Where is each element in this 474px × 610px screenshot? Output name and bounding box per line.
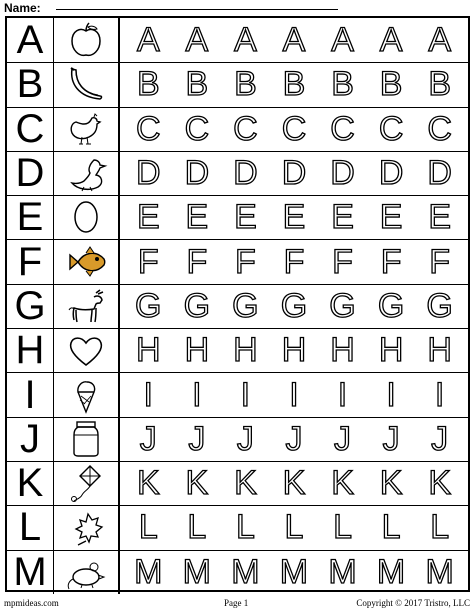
traceable-letter[interactable]: F — [283, 242, 305, 281]
picture-cell — [54, 62, 120, 106]
letter-row-k — [7, 461, 468, 506]
traceable-letter[interactable]: G — [232, 286, 259, 325]
mouse-icon — [64, 553, 108, 591]
traceable-letter[interactable]: K — [282, 464, 306, 503]
traceable-letter[interactable]: G — [135, 286, 162, 325]
model-letter: D — [7, 151, 54, 195]
traceable-letter[interactable]: A — [379, 21, 403, 60]
traceable-letter[interactable]: B — [185, 65, 209, 104]
letter-row-b — [7, 62, 468, 107]
traceable-letter[interactable]: M — [182, 552, 211, 591]
tracing-area — [120, 505, 468, 549]
goat-icon — [64, 287, 108, 325]
letter-row-g — [7, 284, 468, 329]
traceable-letter[interactable]: E — [136, 198, 160, 237]
footer-site: mpmideas.com — [4, 598, 59, 608]
traceable-letter[interactable]: F — [332, 242, 353, 281]
tracing-area — [120, 195, 468, 239]
traceable-letter[interactable]: K — [234, 464, 257, 503]
traceable-letter[interactable]: A — [136, 21, 160, 60]
apple-icon — [64, 21, 108, 59]
egg-icon — [64, 198, 108, 236]
traceable-letter[interactable]: A — [282, 21, 306, 60]
traceable-letter[interactable]: A — [185, 21, 209, 60]
traceable-letter[interactable]: D — [184, 154, 210, 193]
traceable-letter[interactable]: I — [434, 375, 445, 414]
traceable-letter[interactable]: C — [184, 109, 210, 148]
model-letter: L — [7, 505, 54, 549]
traceable-letter[interactable]: J — [431, 419, 449, 458]
traceable-letter[interactable]: A — [331, 21, 354, 60]
model-letter: K — [7, 461, 54, 505]
picture-cell — [54, 151, 120, 195]
tracing-area — [120, 18, 468, 62]
traceable-letter[interactable]: I — [192, 375, 202, 414]
traceable-letter[interactable]: H — [427, 331, 452, 370]
traceable-letter[interactable]: J — [236, 419, 254, 458]
model-letter: J — [7, 417, 54, 461]
footer-page-number: Page 1 — [224, 598, 249, 608]
traceable-letter[interactable]: D — [378, 154, 404, 193]
traceable-letter[interactable]: B — [136, 65, 160, 104]
traceable-letter[interactable]: K — [379, 464, 403, 503]
picture-cell — [54, 328, 120, 372]
traceable-letter[interactable]: K — [185, 464, 209, 503]
leaf-icon — [64, 508, 108, 546]
traceable-letter[interactable]: L — [381, 508, 401, 547]
page-footer — [0, 598, 474, 610]
traceable-letter[interactable]: F — [429, 242, 451, 281]
letter-row-a — [7, 18, 468, 63]
traceable-letter[interactable]: E — [234, 198, 257, 237]
letter-row-f — [7, 240, 468, 285]
tracing-area — [120, 284, 468, 328]
picture-cell — [54, 107, 120, 151]
traceable-letter[interactable]: G — [329, 286, 356, 325]
tracing-area — [120, 328, 468, 372]
heart-icon — [64, 331, 108, 369]
footer-copyright: Copyright © 2017 Tristro, LLC — [356, 598, 470, 608]
ice-cream-icon — [64, 376, 108, 414]
traceable-letter[interactable]: E — [331, 198, 354, 237]
traceable-letter[interactable]: J — [285, 419, 303, 458]
picture-cell — [54, 284, 120, 328]
picture-cell — [54, 240, 120, 284]
traceable-letter[interactable]: H — [281, 331, 307, 370]
traceable-letter[interactable]: L — [284, 508, 304, 547]
traceable-letter[interactable]: E — [185, 198, 209, 237]
traceable-letter[interactable]: B — [379, 65, 403, 104]
name-field-row — [4, 0, 474, 14]
traceable-letter[interactable]: M — [425, 552, 454, 591]
traceable-letter[interactable]: C — [330, 109, 355, 148]
traceable-letter[interactable]: E — [428, 198, 451, 237]
traceable-letter[interactable]: H — [136, 331, 161, 370]
traceable-letter[interactable]: D — [233, 154, 258, 193]
tracing-grid — [5, 16, 470, 592]
traceable-letter[interactable]: C — [136, 109, 161, 148]
model-letter: M — [7, 550, 54, 594]
tracing-area — [120, 461, 468, 505]
model-letter: I — [7, 372, 54, 416]
kite-icon — [64, 464, 108, 502]
traceable-letter[interactable]: D — [136, 154, 161, 193]
traceable-letter[interactable]: B — [428, 65, 451, 104]
picture-cell — [54, 417, 120, 461]
picture-cell — [54, 195, 120, 239]
tracing-area — [120, 372, 468, 416]
traceable-letter[interactable]: L — [187, 508, 207, 547]
tracing-area — [120, 62, 468, 106]
traceable-letter[interactable]: E — [379, 198, 403, 237]
traceable-letter[interactable]: M — [376, 552, 406, 591]
picture-cell — [54, 550, 120, 594]
picture-cell — [54, 18, 120, 62]
letter-row-e — [7, 195, 468, 240]
traceable-letter[interactable]: B — [282, 65, 306, 104]
traceable-letter[interactable]: J — [139, 419, 157, 458]
traceable-letter[interactable]: C — [281, 109, 307, 148]
model-letter: H — [7, 328, 54, 372]
letter-row-i — [7, 372, 468, 417]
letter-row-c — [7, 107, 468, 152]
picture-cell — [54, 505, 120, 549]
traceable-letter[interactable]: H — [378, 331, 404, 370]
tracing-area — [120, 151, 468, 195]
tracing-area — [120, 107, 468, 151]
traceable-letter[interactable]: M — [328, 552, 357, 591]
model-letter: C — [7, 107, 54, 151]
banana-icon — [64, 65, 108, 103]
traceable-letter[interactable]: I — [240, 375, 251, 414]
traceable-letter[interactable]: A — [234, 21, 257, 60]
traceable-letter[interactable]: I — [143, 375, 153, 414]
jar-icon — [64, 420, 108, 458]
traceable-letter[interactable]: J — [382, 419, 400, 458]
traceable-letter[interactable]: D — [330, 154, 355, 193]
letter-row-l — [7, 505, 468, 550]
traceable-letter[interactable]: B — [234, 65, 257, 104]
traceable-letter[interactable]: K — [331, 464, 354, 503]
traceable-letter[interactable]: C — [233, 109, 258, 148]
letter-row-h — [7, 328, 468, 373]
traceable-letter[interactable]: F — [235, 242, 256, 281]
letter-row-m — [7, 550, 468, 594]
traceable-letter[interactable]: F — [137, 242, 159, 281]
tracing-area — [120, 240, 468, 284]
traceable-letter[interactable]: F — [380, 242, 402, 281]
traceable-letter[interactable]: M — [231, 552, 260, 591]
traceable-letter[interactable]: G — [183, 286, 211, 325]
traceable-letter[interactable]: A — [428, 21, 451, 60]
traceable-letter[interactable]: M — [134, 552, 163, 591]
traceable-letter[interactable]: H — [330, 331, 355, 370]
traceable-letter[interactable]: L — [333, 508, 352, 547]
traceable-letter[interactable]: H — [184, 331, 210, 370]
name-label: Name: — [4, 1, 41, 15]
traceable-letter[interactable]: J — [334, 419, 352, 458]
traceable-letter[interactable]: G — [377, 286, 405, 325]
traceable-letter[interactable]: K — [428, 464, 451, 503]
chicken-icon — [64, 110, 108, 148]
model-letter: F — [7, 240, 54, 284]
traceable-letter[interactable]: C — [378, 109, 404, 148]
duck-icon — [64, 154, 108, 192]
traceable-letter[interactable]: J — [188, 419, 206, 458]
model-letter: E — [7, 195, 54, 239]
picture-cell — [54, 461, 120, 505]
traceable-letter[interactable]: E — [282, 198, 306, 237]
traceable-letter[interactable]: D — [427, 154, 452, 193]
traceable-letter[interactable]: K — [136, 464, 160, 503]
traceable-letter[interactable]: G — [280, 286, 308, 325]
traceable-letter[interactable]: I — [337, 375, 348, 414]
letter-row-j — [7, 417, 468, 462]
traceable-letter[interactable]: I — [386, 375, 396, 414]
letter-row-d — [7, 151, 468, 196]
traceable-letter[interactable]: C — [427, 109, 452, 148]
traceable-letter[interactable]: M — [279, 552, 309, 591]
model-letter: B — [7, 62, 54, 106]
fish-icon — [64, 243, 108, 281]
traceable-letter[interactable]: L — [235, 508, 255, 547]
tracing-area — [120, 550, 468, 594]
picture-cell — [54, 372, 120, 416]
traceable-letter[interactable]: G — [426, 286, 453, 325]
name-write-line[interactable] — [56, 9, 338, 10]
traceable-letter[interactable]: L — [430, 508, 450, 547]
model-letter: G — [7, 284, 54, 328]
traceable-letter[interactable]: H — [233, 331, 258, 370]
traceable-letter[interactable]: L — [138, 508, 158, 547]
traceable-letter[interactable]: D — [281, 154, 307, 193]
model-letter: A — [7, 18, 54, 62]
tracing-area — [120, 417, 468, 461]
traceable-letter[interactable]: B — [331, 65, 354, 104]
traceable-letter[interactable]: I — [289, 375, 299, 414]
traceable-letter[interactable]: F — [186, 242, 208, 281]
